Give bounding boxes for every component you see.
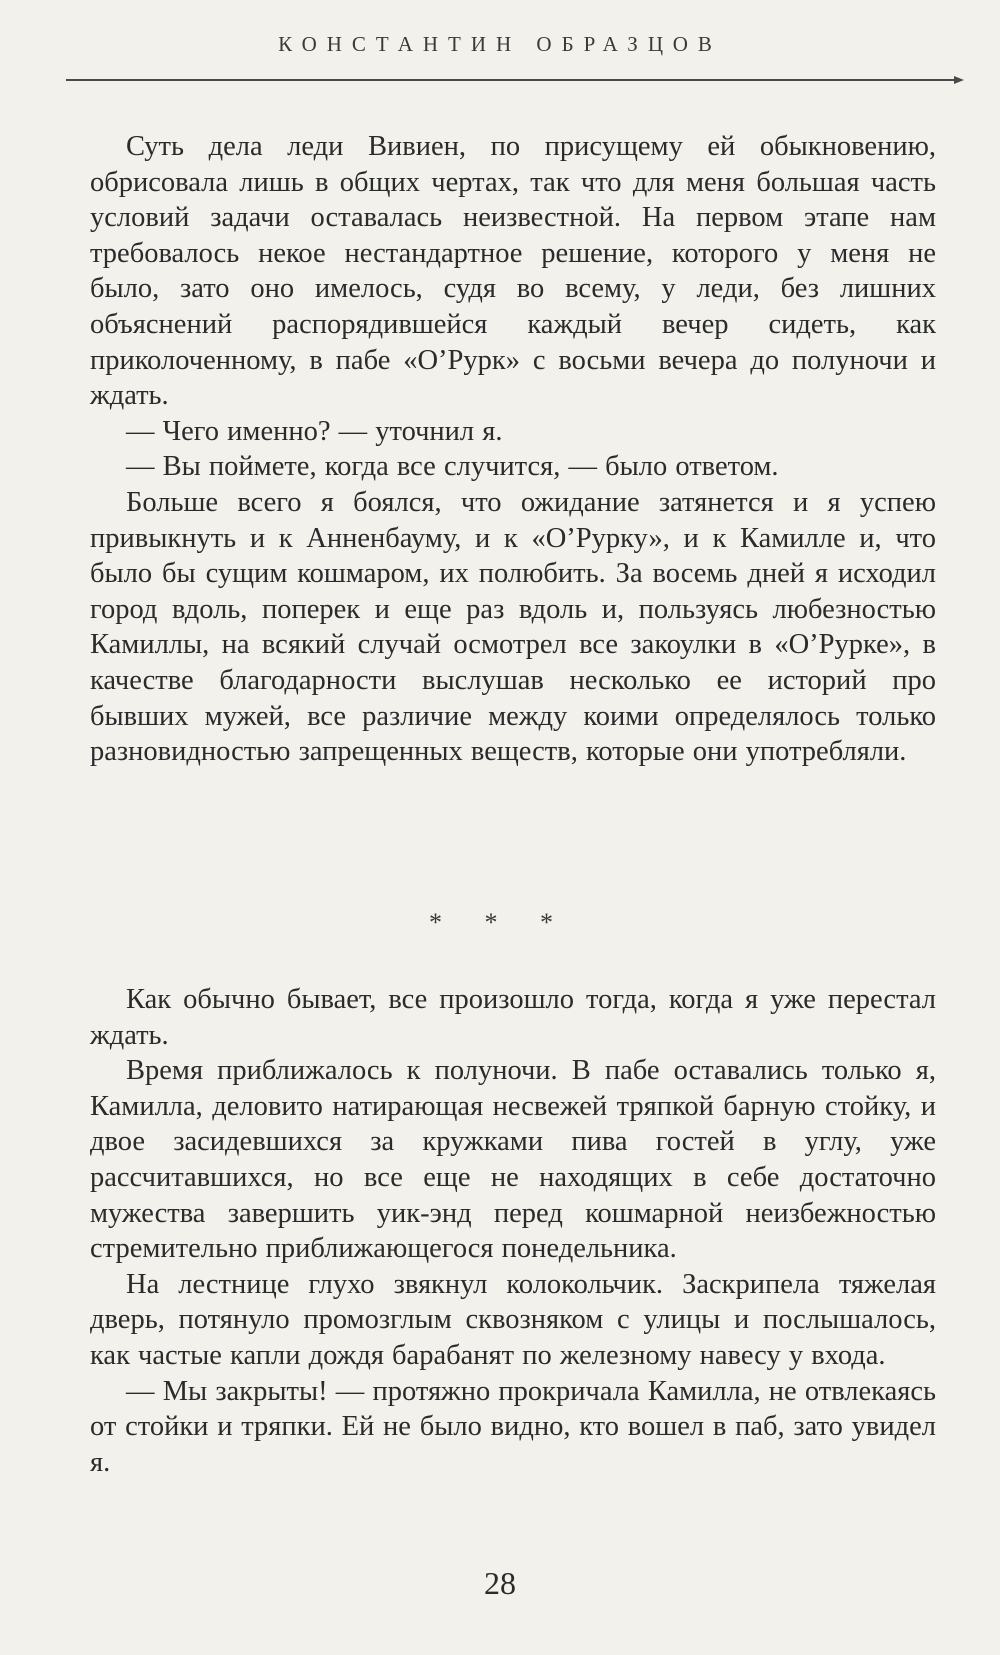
page-number: 28 [484,1565,516,1601]
paragraph-dialogue: — Вы поймете, когда все случится, — было ответом. [126,451,779,483]
paragraph: Суть дела леди Вивиен, по присущему ей обыкновению, обрисовала лишь в общих чертах, так что для меня большая часть условий задачи оставалась неизвестной. На первом этапе нам требовалось некое нестандартное решение, которого у меня не было, зато оно имелось, судя во всему, у леди, без лишних объяснений распорядившейся каждый вечер сидеть, как приколоченному, в пабе «О’Рурк» с восьми вечера до полуночи и ждать. [90,131,936,412]
paragraph-dialogue: — Чего именно? — уточнил я. [126,415,503,447]
section-separator: * * * [429,908,571,937]
paragraph: Больше всего я боялся, что ожидание затянется и я успею привыкнуть и к Анненбауму, и к «О’Рурку», и к Камилле и, что было бы сущим кошмаром, их полюбить. За восемь дней я исходил город вдоль, поперек и еще раз вдоль и, пользуясь любезностью Камиллы, на всякий случай осмотрел все закоулки в «О’Рурке», в качестве благодарности выслушав несколько ее историй про бывших мужей, все различие между коими определялось только разновидностью запрещенных веществ, которые они употребляли. [90,486,936,768]
paragraph: Как обычно бывает, все произошло тогда, когда я уже перестал ждать. [90,984,936,1051]
paragraph: На лестнице глухо звякнул колокольчик. Заскрипела тяжелая дверь, потянуло промозглым сквозняком с улицы и послышалось, как частые капли дождя барабанят по железному навесу у входа. [90,1268,936,1371]
header-rule [66,79,958,81]
paragraph-dialogue: — Мы закрыты! — протяжно прокричала Камилла, не отвлекаясь от стойки и тряпки. Ей не было видно, кто вошел в паб, зато увидел я. [90,1375,936,1478]
text-section-2 [90,982,936,1480]
paragraph: Время приближалось к полуночи. В пабе оставались только я, Камилла, деловито натирающая несвежей тряпкой барную стойку, и двое засидевшихся за кружками пива гостей в углу, уже рассчитавшихся, но все еще не находящих в себе достаточно мужества завершить уик-энд перед кошмарной неизбежностью стремительно приближающегося понедельника. [90,1055,936,1265]
running-header-author: КОНСТАНТИН ОБРАЗЦОВ [278,32,722,56]
text-section-1 [90,129,936,770]
